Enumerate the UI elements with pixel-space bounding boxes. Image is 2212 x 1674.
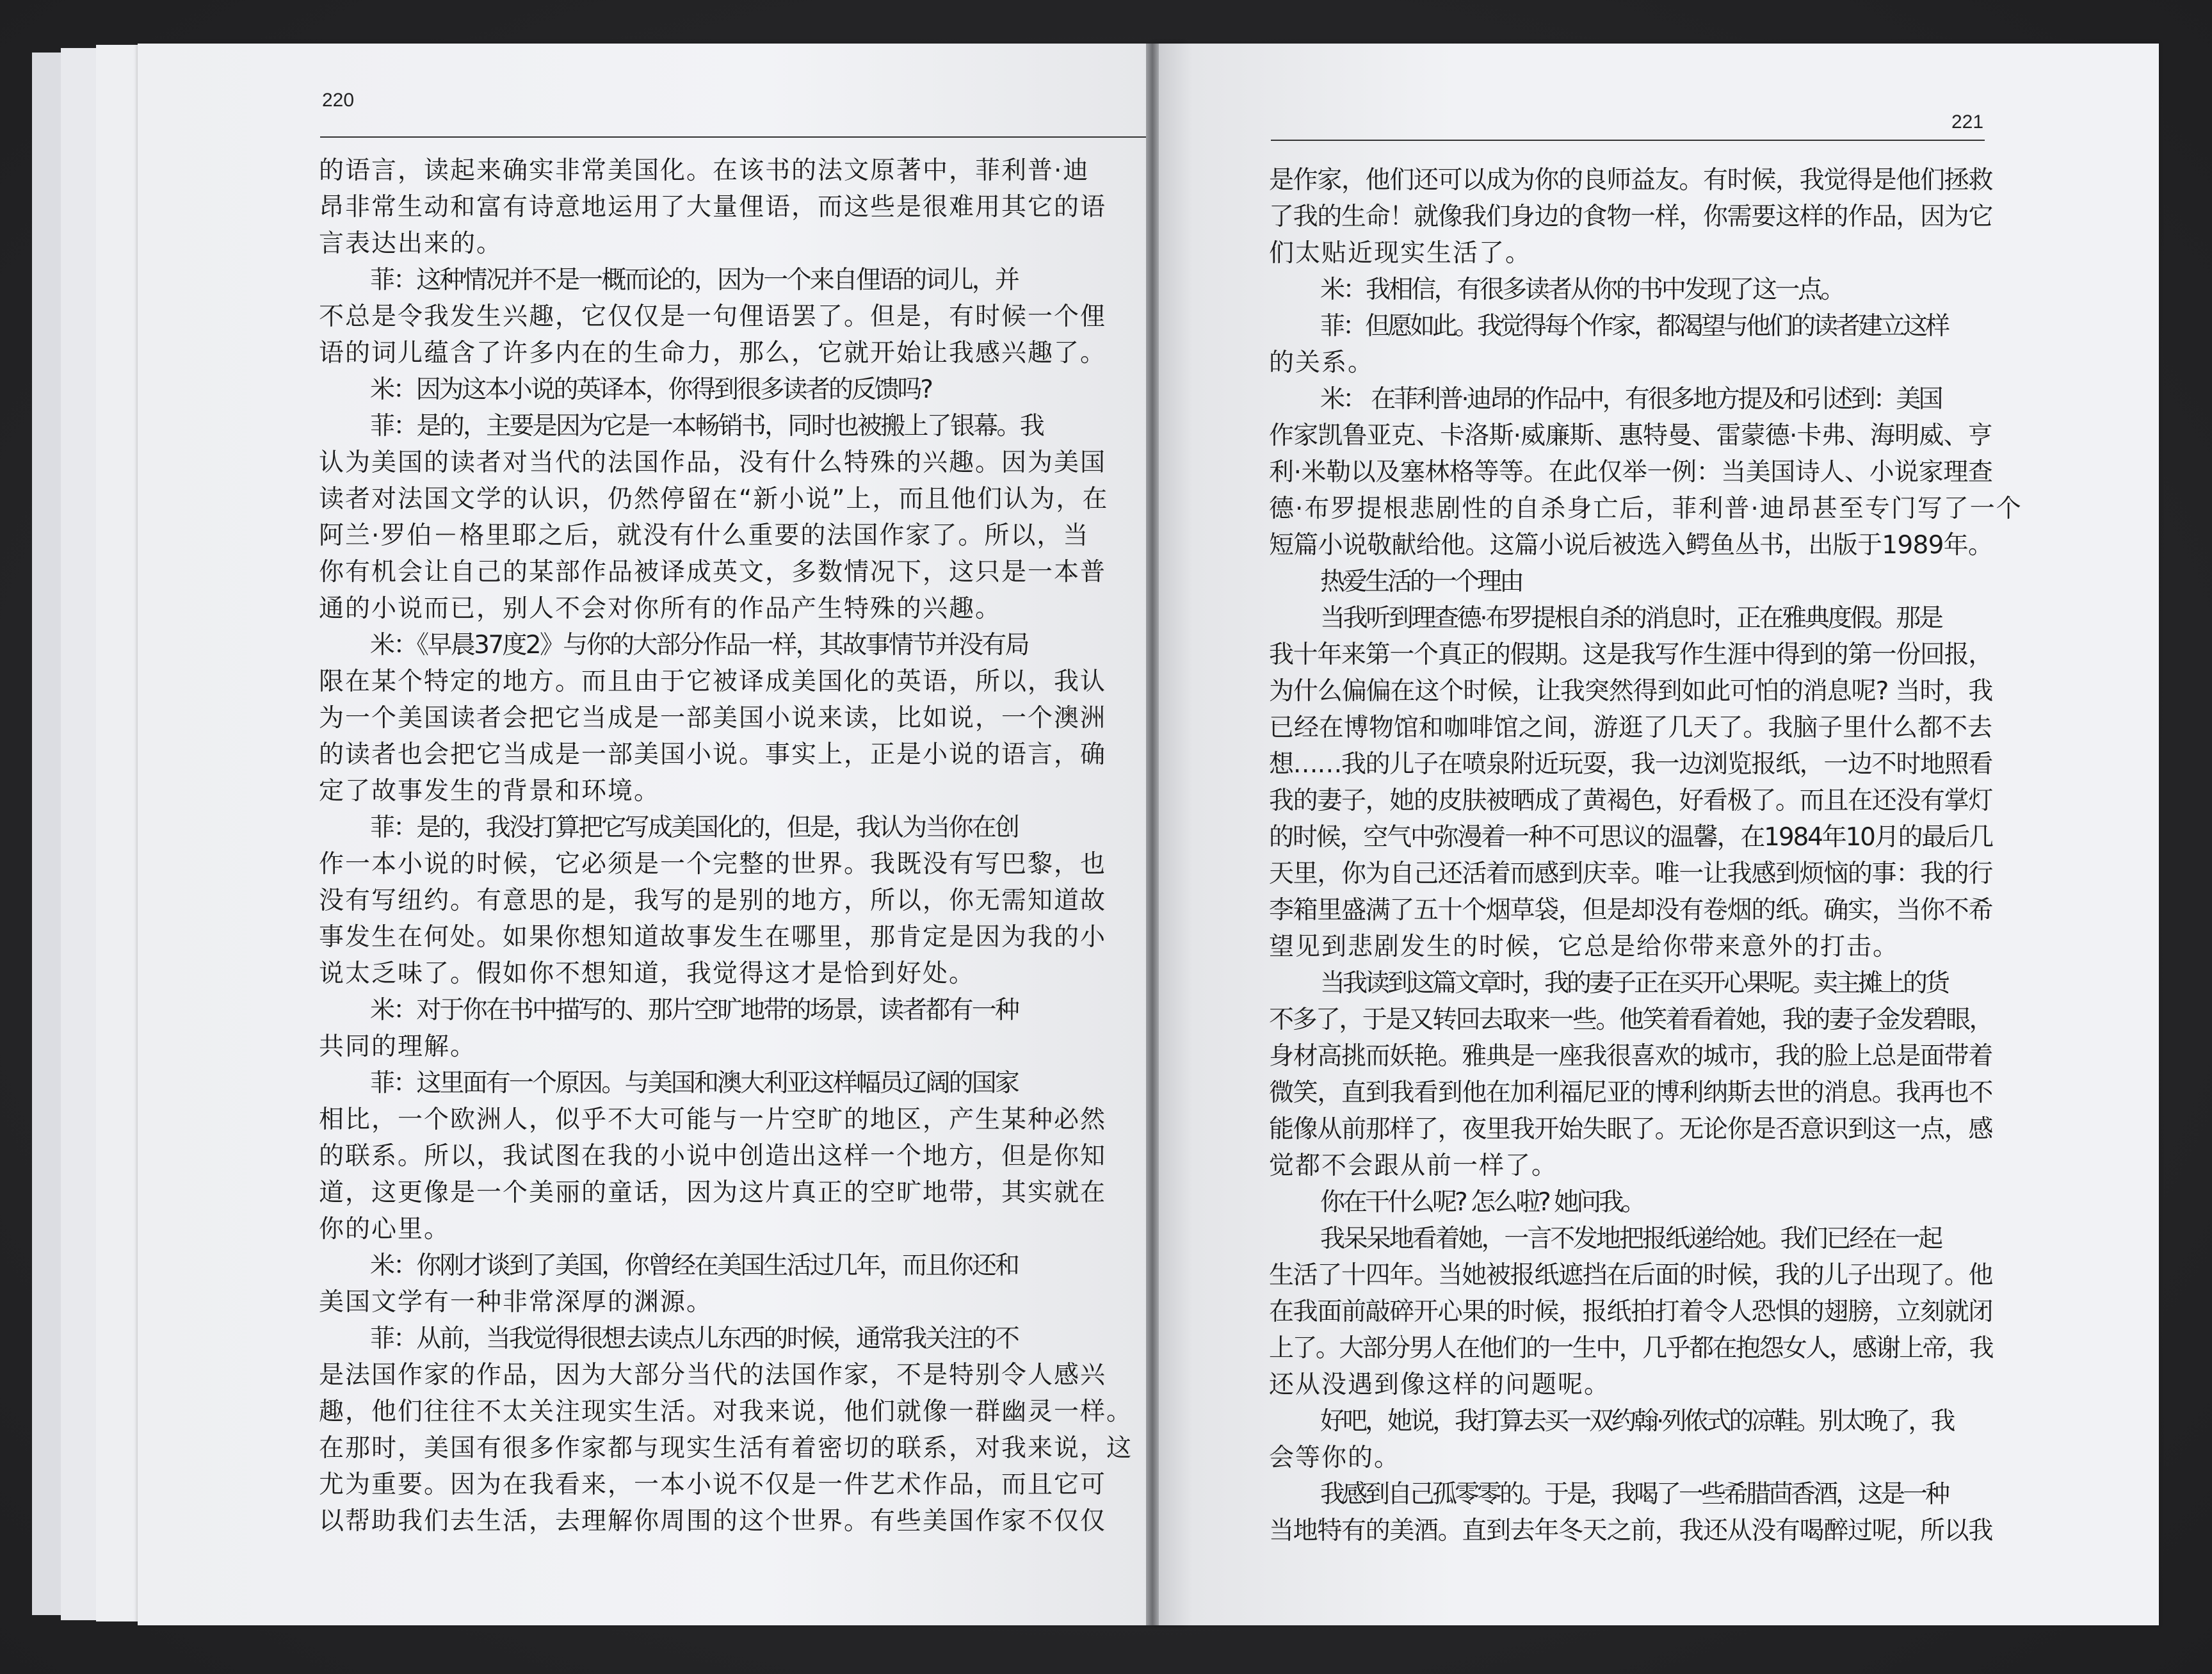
text-line: 为什么偏偏在这个时候，让我突然得到如此可怕的消息呢? 当时，我: [1269, 677, 1993, 706]
text-line: 菲：但愿如此。我觉得每个作家，都渴望与他们的读者建立这样: [1320, 312, 1948, 341]
text-line: 身材高挑而妖艳。雅典是一座我很喜欢的城市，我的脸上总是面带着: [1269, 1042, 1993, 1071]
book-gutter: [1146, 44, 1159, 1625]
text-line: 的联系。所以，我试图在我的小说中创造出这样一个地方，但是你知: [319, 1142, 1107, 1171]
text-line: 限在某个特定的地方。而且由于它被译成美国化的英语，所以，我认: [319, 667, 1107, 696]
page-number: 220: [322, 90, 355, 111]
text-line: 米：《早晨37度2》与你的大部分作品一样，其故事情节并没有局: [370, 631, 1028, 660]
text-line: 会等你的。: [1269, 1443, 1401, 1472]
text-line: 米： 在菲利普·迪昂的作品中，有很多地方提及和引述到：美国: [1320, 385, 1941, 414]
text-line: 认为美国的读者对当代的法国作品，没有什么特殊的兴趣。因为美国: [319, 448, 1107, 477]
left-page: [138, 44, 1184, 1625]
text-line: 米：对于你在书中描写的、那片空旷地带的场景，读者都有一种: [370, 996, 1019, 1025]
text-line: 作一本小说的时候，它必须是一个完整的世界。我既没有写巴黎，也: [319, 850, 1107, 879]
text-line: 言表达出来的。: [319, 229, 503, 258]
text-line: 好吧，她说，我打算去买一双约翰·列侬式的凉鞋。别太晚了，我: [1320, 1407, 1953, 1436]
text-line: 短篇小说敬献给他。这篇小说后被选入鳄鱼丛书，出版于1989年。: [1269, 531, 1993, 560]
text-line: 昂非常生动和富有诗意地运用了大量俚语，而这些是很难用其它的语: [319, 193, 1107, 222]
text-line: 米：因为这本小说的英译本，你得到很多读者的反馈吗?: [370, 375, 932, 404]
text-line: 定了故事发生的背景和环境。: [319, 777, 661, 806]
text-line: 我的妻子，她的皮肤被晒成了黄褐色，好看极了。而且在还没有掌灯: [1269, 786, 1993, 815]
text-line: 的读者也会把它当成是一部美国小说。事实上，正是小说的语言，确: [319, 740, 1107, 769]
text-line: 米：你刚才谈到了美国，你曾经在美国生活过几年，而且你还和: [370, 1251, 1019, 1280]
text-line: 事发生在何处。如果你想知道故事发生在哪里，那肯定是因为我的小: [319, 923, 1107, 952]
text-line: 我十年来第一个真正的假期。这是我写作生涯中得到的第一份回报，: [1269, 640, 1993, 669]
text-line: 在我面前敲碎开心果的时候，报纸拍打着令人恐惧的翅膀，立刻就闭: [1269, 1297, 1993, 1326]
text-line: 已经在博物馆和咖啡馆之间，游逛了几天了。我脑子里什么都不去: [1269, 713, 1993, 742]
text-line: 不多了，于是又转回去取来一些。他笑着看着她，我的妻子金发碧眼，: [1269, 1005, 1993, 1034]
text-line: 觉都不会跟从前一样了。: [1269, 1151, 1558, 1180]
text-line: 的语言，读起来确实非常美国化。在该书的法文原著中，菲利普·迪: [319, 156, 1090, 185]
page-number: 221: [1951, 111, 1984, 133]
text-line: 生活了十四年。当她被报纸遮挡在后面的时候，我的儿子出现了。他: [1269, 1261, 1993, 1290]
text-line: 微笑，直到我看到他在加利福尼亚的博利纳斯去世的消息。我再也不: [1269, 1078, 1993, 1107]
text-line: 的关系。: [1269, 348, 1375, 377]
text-line: 当地特有的美酒。直到去年冬天之前，我还从没有喝醉过呢，所以我: [1269, 1516, 1993, 1545]
text-line: 想……我的儿子在喷泉附近玩耍，我一边浏览报纸，一边不时地照看: [1269, 750, 1993, 779]
text-line: 语的词儿蕴含了许多内在的生命力，那么，它就开始让我感兴趣了。: [319, 339, 1107, 368]
text-line: 李箱里盛满了五十个烟草袋，但是却没有卷烟的纸。确实，当你不希: [1269, 896, 1993, 925]
text-line: 我感到自己孤零零的。于是，我喝了一些希腊茴香酒，这是一种: [1320, 1480, 1948, 1509]
text-line: 了我的生命！就像我们身边的食物一样，你需要这样的作品，因为它: [1269, 202, 1993, 231]
text-line: 在那时，美国有很多作家都与现实生活有着密切的联系，对我来说，这: [319, 1434, 1133, 1463]
text-line: 菲：这种情况并不是一概而论的，因为一个来自俚语的词儿，并: [370, 266, 1019, 295]
text-line: 道，这更像是一个美丽的童话，因为这片真正的空旷地带，其实就在: [319, 1178, 1107, 1207]
text-line: 天里，你为自己还活着而感到庆幸。唯一让我感到烦恼的事：我的行: [1269, 859, 1993, 888]
text-line: 作家凯鲁亚克、卡洛斯·威廉斯、惠特曼、雷蒙德·卡弗、海明威、亨: [1269, 421, 1992, 450]
text-line: 菲：这里面有一个原因。与美国和澳大利亚这样幅员辽阔的国家: [370, 1069, 1019, 1098]
text-line: 望见到悲剧发生的时候，它总是给你带来意外的打击。: [1269, 932, 1900, 961]
text-line: 是法国作家的作品，因为大部分当代的法国作家，不是特别令人感兴: [319, 1361, 1107, 1390]
header-rule: [320, 136, 1175, 138]
text-line: 当我听到理查德·布罗提根自杀的消息时，正在雅典度假。那是: [1320, 604, 1942, 633]
text-line: 阿兰·罗伯－格里耶之后，就没有什么重要的法国作家了。所以，当: [319, 521, 1090, 550]
text-line: 你有机会让自己的某部作品被译成英文，多数情况下，这只是一本普: [319, 558, 1107, 587]
text-line: 美国文学有一种非常深厚的渊源。: [319, 1288, 713, 1317]
text-line: 能像从前那样了，夜里我开始失眠了。无论你是否意识到这一点，感: [1269, 1115, 1993, 1144]
text-line: 菲：是的，主要是因为它是一本畅销书，同时也被搬上了银幕。我: [370, 412, 1044, 441]
body-text: [1269, 162, 2022, 1549]
text-line: 你在干什么呢? 怎么啦? 她问我。: [1320, 1188, 1644, 1217]
text-line: 菲：从前，当我觉得很想去读点儿东西的时候，通常我关注的不: [370, 1324, 1019, 1353]
text-line: 你的心里。: [319, 1215, 451, 1244]
text-line: 为一个美国读者会把它当成是一部美国小说来读，比如说，一个澳洲: [319, 704, 1107, 733]
text-line: 共同的理解。: [319, 1032, 477, 1061]
text-line: 上了。大部分男人在他们的一生中，几乎都在抱怨女人，感谢上帝，我: [1269, 1334, 1993, 1363]
right-page: [1152, 44, 2159, 1625]
text-line: 趣，他们往往不太关注现实生活。对我来说，他们就像一群幽灵一样。: [319, 1397, 1133, 1426]
text-line: 我呆呆地看着她，一言不发地把报纸递给她。我们已经在一起: [1320, 1224, 1942, 1253]
text-line: 没有写纽约。有意思的是，我写的是别的地方，所以，你无需知道故: [319, 886, 1107, 915]
text-line: 当我读到这篇文章时，我的妻子正在买开心果呢。卖主摊上的货: [1320, 969, 1948, 998]
text-line: 以帮助我们去生活，去理解你周围的这个世界。有些美国作家不仅仅: [319, 1507, 1107, 1536]
text-line: 还从没遇到像这样的问题呢。: [1269, 1370, 1611, 1399]
text-line: 利·米勒以及塞林格等等。在此仅举一例：当美国诗人、小说家理查: [1269, 458, 1993, 487]
text-line: 德·布罗提根悲剧性的自杀身亡后，菲利普·迪昂甚至专门写了一个: [1269, 494, 2022, 523]
text-line: 尤为重要。因为在我看来，一本小说不仅是一件艺术作品，而且它可: [319, 1470, 1107, 1499]
text-line: 米：我相信，有很多读者从你的书中发现了这一点。: [1320, 275, 1844, 304]
text-line: 通的小说而已，别人不会对你所有的作品产生特殊的兴趣。: [319, 594, 1002, 623]
text-line: 菲：是的，我没打算把它写成美国化的，但是，我认为当你在创: [370, 813, 1019, 842]
text-line: 说太乏味了。假如你不想知道，我觉得这才是恰到好处。: [319, 959, 976, 988]
text-line: 的时候，空气中弥漫着一种不可思议的温馨，在1984年10月的最后几: [1269, 823, 1992, 852]
body-text: [319, 152, 1177, 1540]
text-line: 读者对法国文学的认识，仍然停留在“新小说”上，而且他们认为，在: [319, 485, 1109, 514]
text-line: 热爱生活的一个理由: [1320, 567, 1522, 596]
text-line: 不总是令我发生兴趣，它仅仅是一句俚语罢了。但是，有时候一个俚: [319, 302, 1107, 331]
header-rule: [1271, 140, 1985, 141]
text-line: 相比，一个欧洲人，似乎不大可能与一片空旷的地区，产生某种必然: [319, 1105, 1107, 1134]
text-line: 们太贴近现实生活了。: [1269, 239, 1532, 268]
text-line: 是作家，他们还可以成为你的良师益友。有时候，我觉得是他们拯救: [1269, 166, 1993, 195]
